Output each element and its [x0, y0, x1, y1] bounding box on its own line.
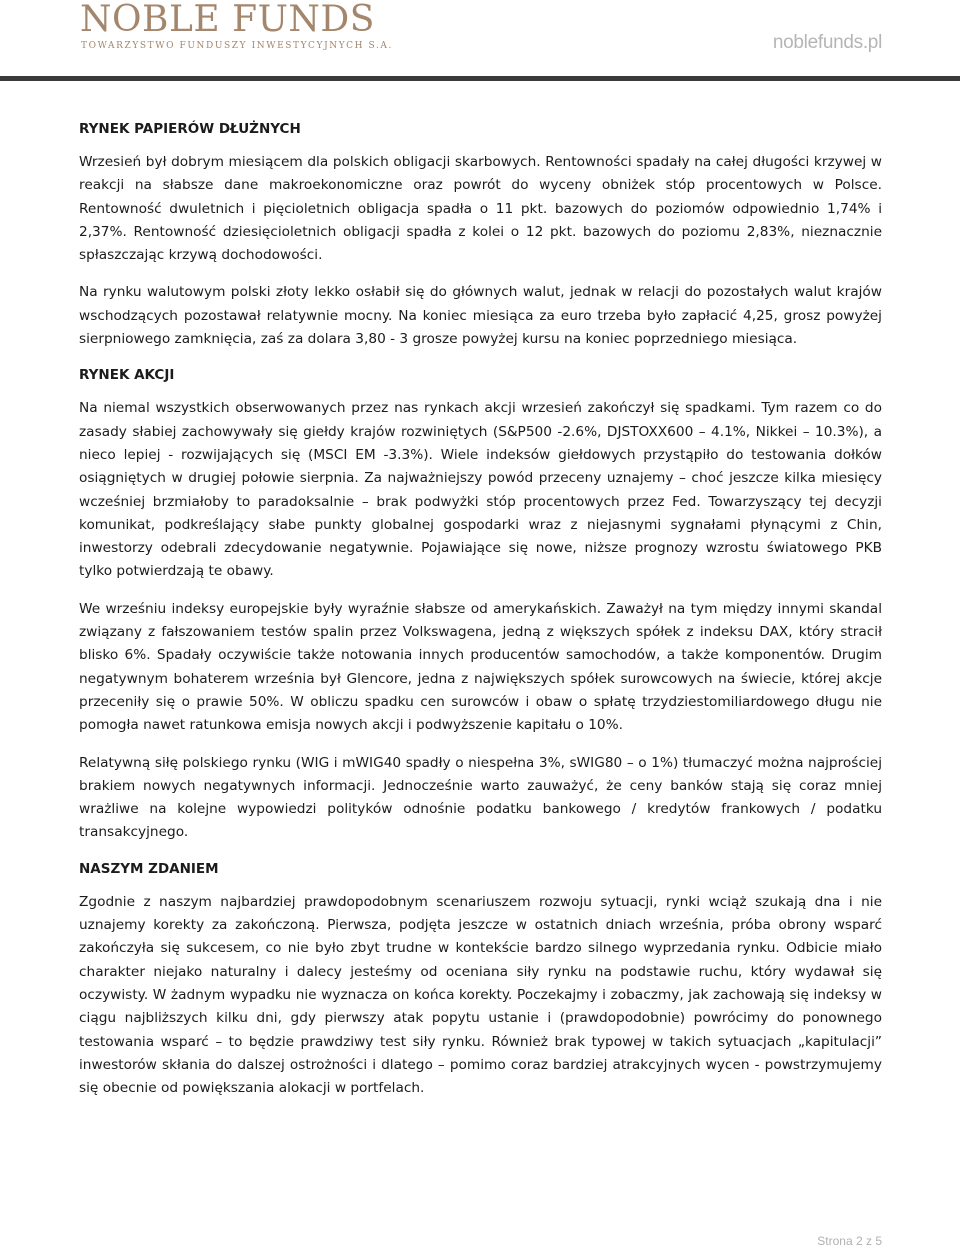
page-number: Strona 2 z 5 — [817, 1234, 882, 1248]
heading-equity-market: RYNEK AKCJI — [79, 367, 175, 384]
heading-our-opinion: NASZYM ZDANIEM — [79, 860, 219, 877]
logo-title: NOBLE FUNDS — [80, 0, 375, 40]
document-body — [79, 119, 882, 1114]
paragraph-equity-3: Relatywną siłę polskiego rynku (WIG i mWIG40 spadły o niespełna 3%, sWIG80 – o 1%) tłumaczyć można najprościej brakiem nowych negatywnych informacji. Jednocześnie warto zauważyć, że ceny banków stają się coraz mniej wrażliwe na kolejne wypowiedzi polityków odnośnie podatku bankowego / kredytów frankowych / podatku transakcyjnego. — [79, 754, 882, 841]
heading-debt-market: RYNEK PAPIERÓW DŁUŻNYCH — [79, 121, 301, 137]
paragraph-equity-2: We wrześniu indeksy europejskie były wyraźnie słabsze od amerykańskich. Zaważył na tym między innymi skandal związany z fałszowaniem testów spalin przez Volkswagena, jedną z większych spółek z indeksu DAX, który stracił blisko 6%. Spadały oczywiście także notowania innych producentów samochodów, a także komponentów. Drugim negatywnym bohaterem września był Glencore, jedna z największych spółek surowcowych na świecie, której akcje przeceniły się o prawie 50%. W obliczu spadku cen surowców i obaw o spłatę trzydziestomiliardowego długu nie pomogła nawet ratunkowa emisja nowych akcji i podwyższenie kapitału o 10%. — [79, 600, 882, 734]
paragraph-debt-2: Na rynku walutowym polski złoty lekko osłabił się do głównych walut, jednak w relacji do pozostałych walut krajów wschodzących pozostawał relatywnie mocny. Na koniec miesiąca za euro trzeba było zapłacić 4,25, grosz powyżej sierpniowego zamknięcia, zaś za dolara 3,80 - 3 grosze powyżej kursu na koniec poprzedniego miesiąca. — [79, 284, 882, 348]
page-header — [0, 0, 960, 80]
logo-subtitle: TOWARZYSTWO FUNDUSZY INWESTYCYJNYCH S.A. — [81, 41, 393, 51]
paragraph-opinion-1: Zgodnie z naszym najbardziej prawdopodobnym scenariuszem rozwoju sytuacji, rynki wciąż szukają dna i nie uznajemy korekty za zakończoną. Pierwsza, podjęta jeszcze w ostatnich dniach września, próba obrony wsparć zakończyła się sukcesem, co nie było zbyt trudne w kontekście bardzo silnego wyprzedania rynku. Odbicie miało charakter niejako naturalny i dalecy jesteśmy od oceniana siły rynku na podstawie ruchu, który wydawał się oczywisty. W żadnym wypadku nie wyznacza on końca korekty. Poczekajmy i zobaczmy, jak zachowają się indeksy w ciągu najbliższych kilku dni, gdy pierwszy atak popytu ustanie i (prawdopodobnie) powrócimy do ponownego testowania wsparć – to będzie prawdziwy test siły rynku. Również brak typowej w takich sytuacjach „kapitulacji” inwestorów skłania do dalszej ostrożności i dlatego – pomimo coraz bardziej atrakcyjnych wycen - powstrzymujemy się obecnie od powiększania alokacji w portfelach. — [79, 893, 882, 1097]
header-divider — [0, 76, 960, 81]
paragraph-debt-1: Wrzesień był dobrym miesiącem dla polskich obligacji skarbowych. Rentowności spadały na całej długości krzywej w reakcji na słabsze dane makroekonomiczne oraz powrót do wyceny obniżek stóp procentowych w Polsce. Rentowność dwuletnich i pięcioletnich obligacja spadła o 11 pkt. bazowych do poziomów odpowiednio 1,74% i 2,37%. Rentowność dziesięcioletnich obligacji spadła z kolei o 12 pkt. bazowych do poziomu 2,83%, nieznacznie spłaszczając krzywą dochodowości. — [79, 154, 882, 264]
site-url: noblefunds.pl — [772, 32, 882, 53]
paragraph-equity-1: Na niemal wszystkich obserwowanych przez nas rynkach akcji wrzesień zakończył się spadkami. Tym razem co do zasady słabiej zachowywały się giełdy krajów rozwiniętych (S&P500 -2.6%, DJSTOXX600 – 4.1%, Nikkei – 10.3%), a nieco lepiej - rozwijających się (MSCI EM -3.3%). Wiele indeksów giełdowych przystąpiło do testowania dołków osiągniętych w drugiej połowie sierpnia. Za najważniejszy powód przeceny uznajemy – choć jeszcze kilka miesięcy wcześniej brzmiałoby to paradoksalnie – brak podwyżki stóp procentowych przez Fed. Towarzyszący tej decyzji komunikat, podkreślający słabe punkty globalnej gospodarki wraz z niejasnymi sygnałami płynącymi z Chin, inwestorzy odebrali zdecydowanie negatywnie. Pojawiające się nowe, niższe prognozy wzrostu światowego PKB tylko potwierdzają te obawy. — [79, 400, 882, 580]
